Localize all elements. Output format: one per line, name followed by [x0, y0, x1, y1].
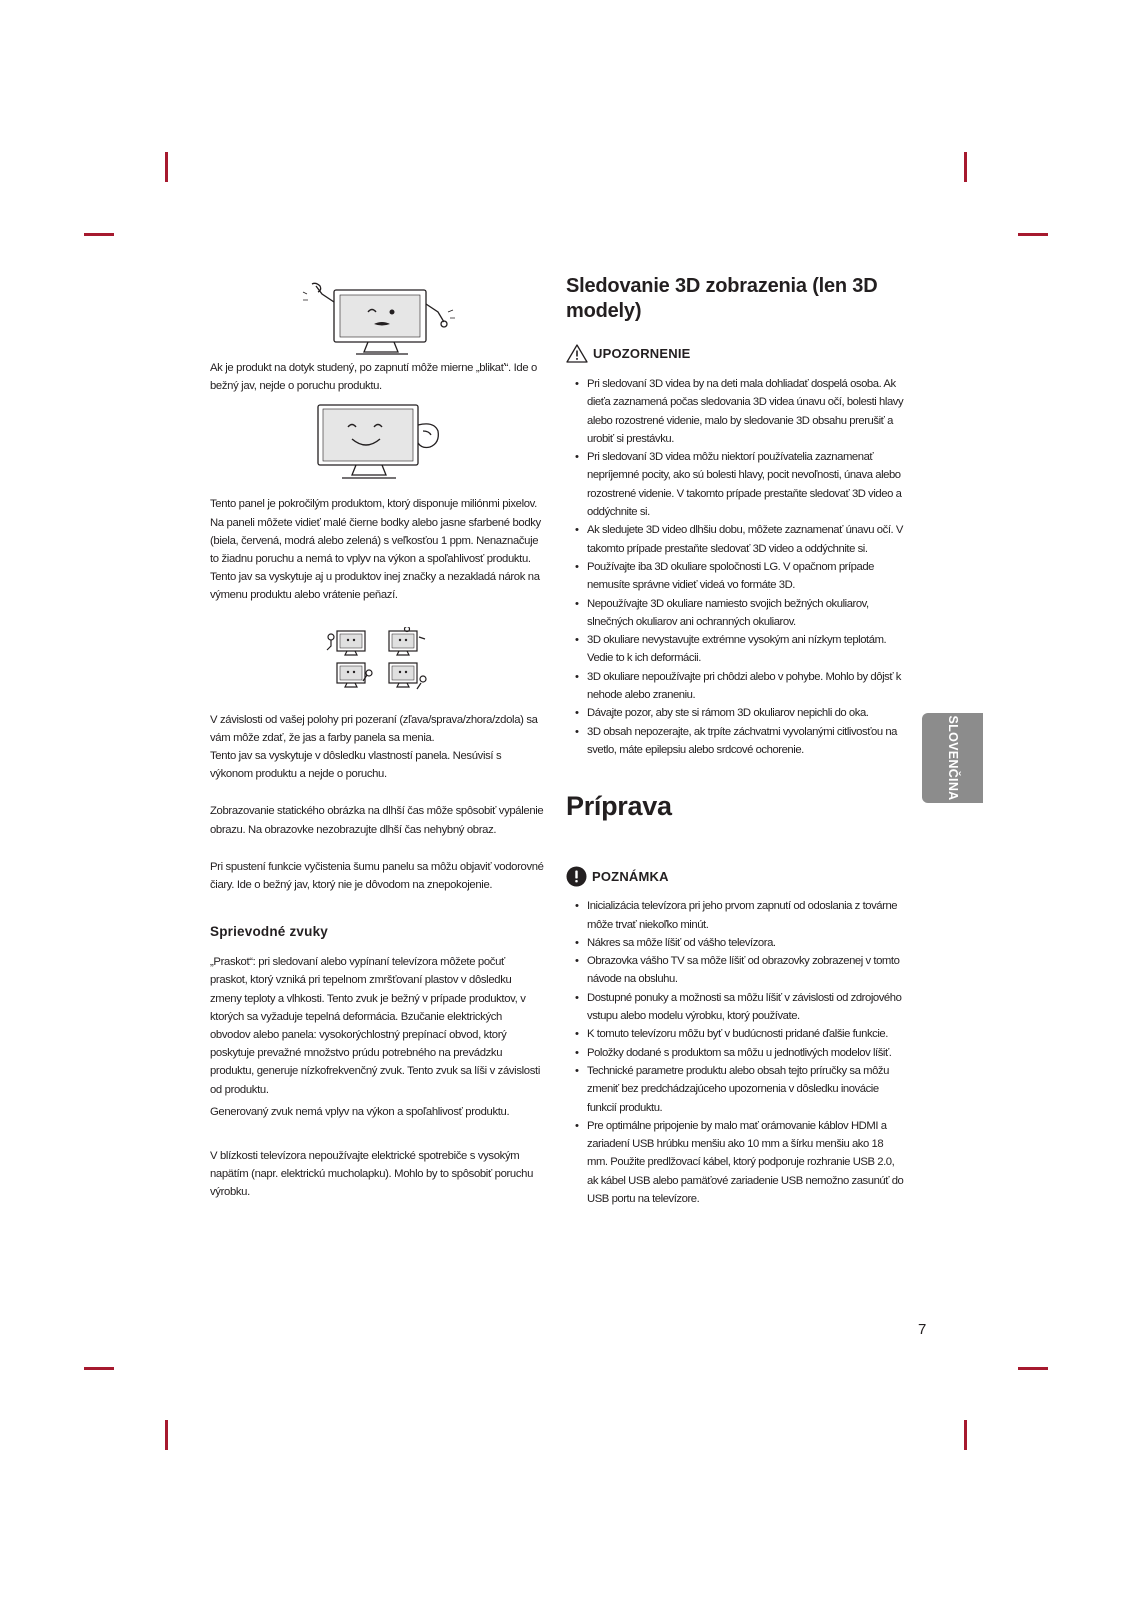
viewing-angle-note-2: Tento jav sa vyskytuje v dôsledku vlastností panela. Nesúvisí s výkonom produktu a nejde o poruchu.: [210, 750, 502, 781]
caution-list: [566, 375, 906, 759]
caution-label: UPOZORNENIE: [593, 346, 691, 361]
note-item: • Dostupné ponuky a možnosti sa môžu líšiť v závislosti od zdrojového vstupu alebo modelu výrobku, ktorý používate.: [566, 989, 906, 1026]
sounds-heading: Sprievodné zvuky: [210, 924, 328, 940]
smiling-tv-illustration: [308, 401, 448, 483]
high-voltage-note: V blízkosti televízora nepoužívajte elektrické spotrebiče s vysokým napätím (napr. elektrickú mucholapku). Mohlo by to spôsobiť poruchu výrobku.: [210, 1150, 534, 1199]
section-title-3d: Sledovanie 3D zobrazenia (len 3D modely): [566, 275, 878, 322]
crop-mark: [84, 1367, 114, 1370]
caution-item: • 3D okuliare nevystavujte extrémne vysokým ani nízkym teplotám. Vedie to k ich deformácii.: [566, 631, 906, 668]
caution-item: • Ak sledujete 3D video dlhšiu dobu, môžete zaznamenať únavu očí. V takomto prípade prestaňte sledovať 3D video a oddýchnite si.: [566, 521, 906, 558]
cold-blink-note: Ak je produkt na dotyk studený, po zapnutí môže mierne „blikať“. Ide o bežný jav, nejde o poruchu produktu.: [210, 362, 537, 393]
right-column: [566, 274, 906, 1208]
burn-in-note: Zobrazovanie statického obrázka na dlhší čas môže spôsobiť vypálenie obrazu. Na obrazovke nezobrazujte dlhší čas nehybný obraz.: [210, 805, 544, 836]
left-column: [210, 282, 545, 1202]
caution-item: • Používajte iba 3D okuliare spoločnosti LG. V opačnom prípade nemusíte správne vidieť videá vo formáte 3D.: [566, 558, 906, 595]
crop-mark: [84, 233, 114, 236]
note-item: • K tomuto televízoru môžu byť v budúcnosti pridané ďalšie funkcie.: [566, 1025, 906, 1043]
caution-item: • Dávajte pozor, aby ste si rámom 3D okuliarov nepichli do oka.: [566, 704, 906, 722]
caution-item: • 3D obsah nepozerajte, ak trpíte záchvatmi vyvolanými citlivosťou na svetlo, máte epilepsiu alebo srdcové ochorenie.: [566, 723, 906, 760]
prep-title: Príprava: [566, 791, 672, 822]
note-item: • Pre optimálne pripojenie by malo mať orámovanie káblov HDMI a zariadení USB hrúbku menšiu ako 10 mm a šírku menšiu ako 18 mm. Použite predlžovací kábel, ktorý podporuje rozhranie USB 2.0, ak kábel USB alebo pamäťové zariadenie USB nemožno zasunúť do USB portu na televízore.: [566, 1117, 906, 1208]
note-item: • Inicializácia televízora pri jeho prvom zapnutí od odoslania z továrne môže trvať niekoľko minút.: [566, 897, 906, 934]
crackle-sound-note: „Praskot“: pri sledovaní alebo vypínaní televízora môžete počuť praskot, ktorý vzniká pri tepelnom zmršťovaní plastov v dôsledku zmeny teploty a vlhkosti. Tento zvuk je bežný v prípade produktov, v ktorých sa vyžaduje tepelná deformácia. Bzučanie elektrických obvodov alebo panela: vysokorýchlostný prepínací obvod, ktorý poskytuje prevažné množstvo prúdu potrebného na prevádzku produktu, generuje nízkofrekvenčný zvuk. Tento zvuk sa líši v závislosti od produktu.: [210, 956, 540, 1096]
caution-item: • Pri sledovaní 3D videa môžu niektorí používatelia zaznamenať nepríjemné pocity, ako sú bolesti hlavy, pocit nevoľnosti, únava alebo rozostrené videnie. V takomto prípade prestaňte sledovať 3D video a oddýchnite si.: [566, 448, 906, 521]
note-header: [566, 866, 906, 887]
warning-triangle-icon: [566, 344, 588, 363]
crop-mark: [964, 1420, 967, 1450]
viewing-angle-note: V závislosti od vašej polohy pri pozeraní (zľava/sprava/zhora/zdola) sa vám môže zdať, že jas a farby panela sa menia.: [210, 713, 538, 744]
language-tab-label: SLOVENČINA: [945, 715, 960, 801]
crop-mark: [964, 152, 967, 182]
crop-mark: [165, 152, 168, 182]
caution-item: • 3D okuliare nepoužívajte pri chôdzi alebo v pohybe. Mohlo by dôjsť k nehode alebo zraneniu.: [566, 668, 906, 705]
language-tab: [922, 713, 983, 803]
noise-clean-note: Pri spustení funkcie vyčistenia šumu panelu sa môžu objaviť vodorovné čiary. Ide o bežný jav, ktorý nie je dôvodom na znepokojenie.: [210, 860, 544, 892]
note-item: • Nákres sa môže líšiť od vášho televízora.: [566, 934, 906, 952]
caution-item: • Nepoužívajte 3D okuliare namiesto svojich bežných okuliarov, slnečných okuliarov ani ochranných okuliarov.: [566, 595, 906, 632]
crop-mark: [1018, 233, 1048, 236]
caution-item: • Pri sledovaní 3D videa by na deti mala dohliadať dospelá osoba. Ak dieťa zaznamená počas sledovania 3D videa únavu očí, bolesti hlavy alebo rozostrené videnie, malo by sledovanie 3D obsahu prerušiť a urobiť si prestávku.: [566, 375, 906, 448]
note-item: • Obrazovka vášho TV sa môže líšiť od obrazovky zobrazenej v tomto návode na obsluhu.: [566, 952, 906, 989]
sound-effect-note: Generovaný zvuk nemá vplyv na výkon a spoľahlivosť produktu.: [210, 1105, 510, 1118]
note-item: • Technické parametre produktu alebo obsah tejto príručky sa môžu zmeniť bez predchádzajúceho upozornenia v dôsledku inovácie funkcií produktu.: [566, 1062, 906, 1117]
shivering-tv-illustration: [298, 282, 458, 358]
note-label: POZNÁMKA: [592, 869, 669, 885]
note-exclamation-icon: [566, 866, 587, 887]
viewing-angles-illustration: [323, 627, 433, 691]
caution-header: [566, 344, 906, 363]
note-item: • Položky dodané s produktom sa môžu u jednotlivých modelov líšiť.: [566, 1044, 906, 1062]
crop-mark: [165, 1420, 168, 1450]
pixel-defect-note: Tento panel je pokročilým produktom, ktorý disponuje miliónmi pixelov. Na paneli môžete vidieť malé čierne bodky alebo jasne sfarbené bodky (biela, červená, modrá alebo zelená) s veľkosťou 1 ppm. Nenaznačuje to žiadnu poruchu a nemá to vplyv na výkon a spoľahlivosť produktu. Tento jav sa vyskytuje aj u produktov inej značky a nezakladá nárok na výmenu produktu alebo vrátenie peňazí.: [210, 498, 541, 602]
page-number: 7: [918, 1321, 927, 1338]
crop-mark: [1018, 1367, 1048, 1370]
note-list: [566, 897, 906, 1208]
